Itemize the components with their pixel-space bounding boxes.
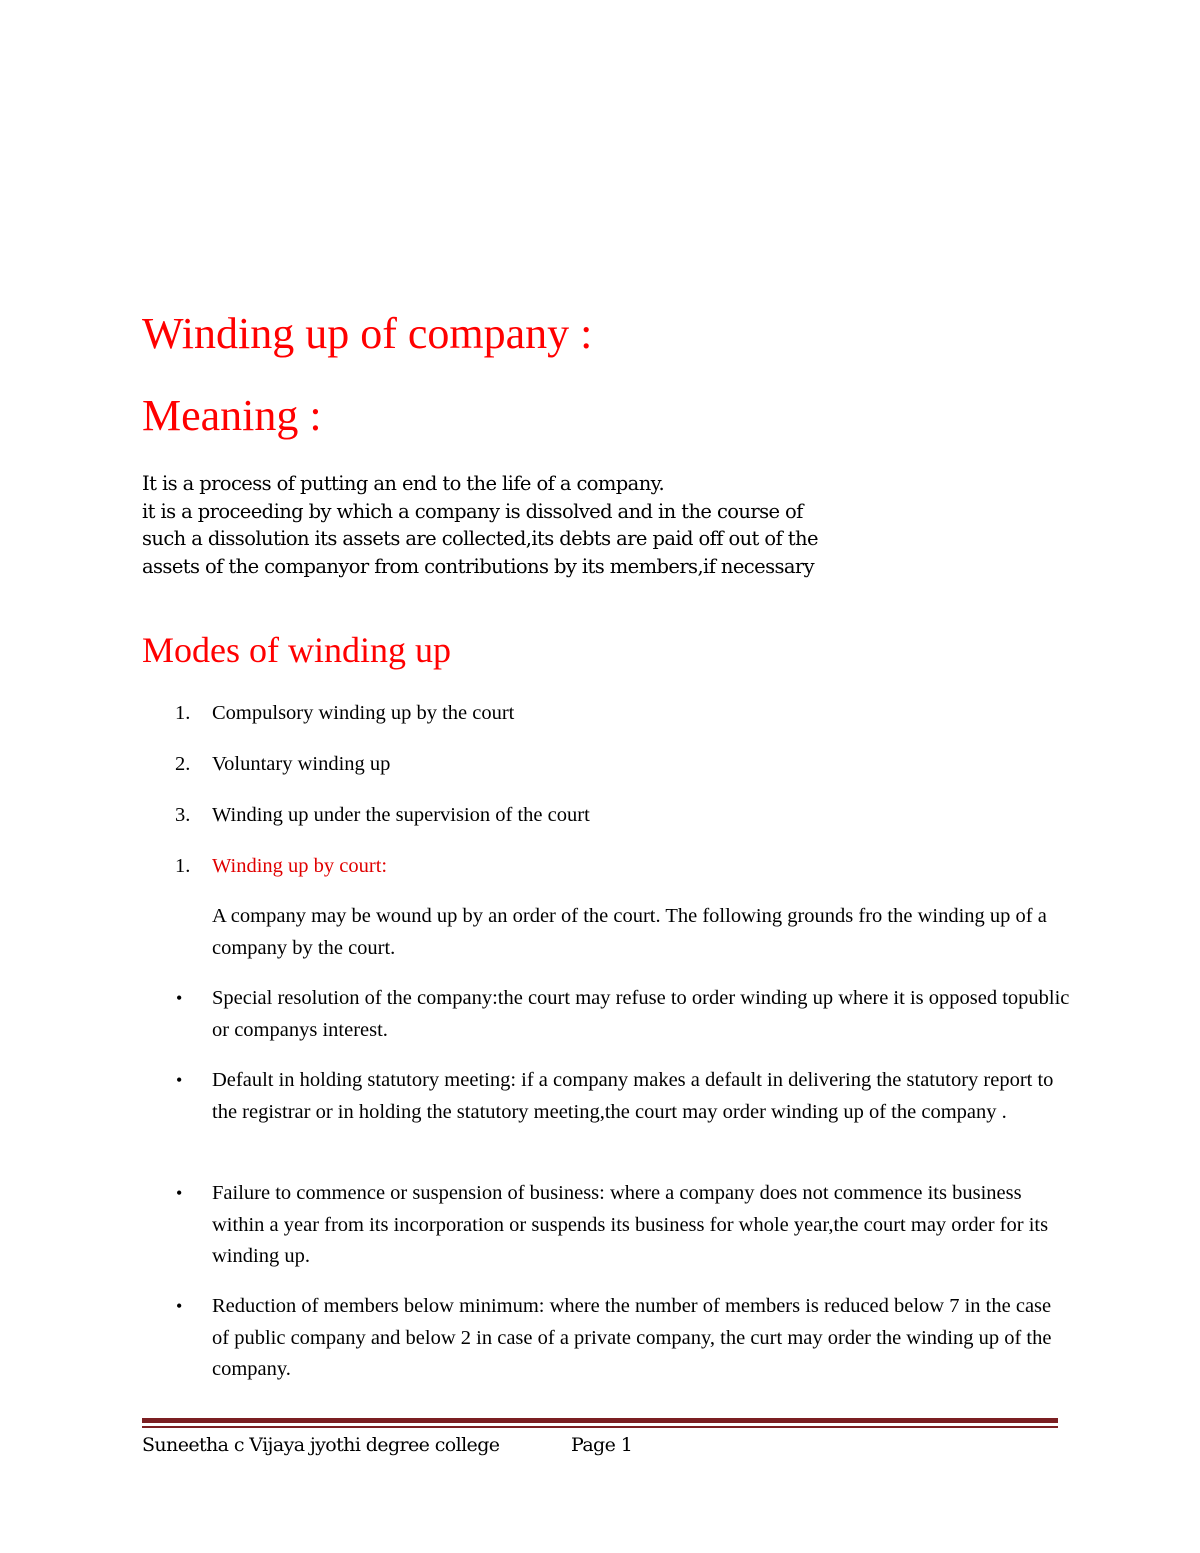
ground-item <box>142 1178 1072 1273</box>
meaning-line: It is a process of putting an end to the life of a company. <box>142 472 665 495</box>
court-heading-text: Winding up by court: <box>212 855 388 877</box>
ground-item <box>142 1065 1072 1128</box>
meaning-line: it is a proceeding by which a company is dissolved and in the course of <box>142 499 803 523</box>
meaning-line: such a dissolution its assets are collected,its debts are paid off out of the <box>142 527 818 550</box>
ground-item <box>142 1291 1072 1386</box>
list-item <box>142 698 1072 730</box>
ground-text: Default in holding statutory meeting: if a company makes a default in delivering the statutory report to the registrar or in holding the statutory meeting,the court may order winding up of the company . <box>212 1069 1054 1123</box>
footer-rule <box>142 1418 1058 1423</box>
footer-rule-thin <box>142 1426 1058 1428</box>
modes-heading: Modes of winding up <box>142 630 451 670</box>
list-number: 1. <box>175 702 191 724</box>
bullet-icon: • <box>176 988 183 1008</box>
court-intro <box>142 901 1072 964</box>
list-item-text: Voluntary winding up <box>212 753 391 775</box>
list-item <box>142 749 1072 781</box>
bullet-icon: • <box>176 1070 183 1090</box>
list-item <box>142 800 1072 832</box>
list-item-text: Winding up under the supervision of the court <box>212 804 590 826</box>
list-number: 2. <box>175 753 191 775</box>
footer-page-number: Page 1 <box>571 1434 633 1456</box>
document-title: Winding up of company : <box>142 309 593 358</box>
meaning-heading: Meaning : <box>142 391 322 440</box>
court-intro-text: A company may be wound up by an order of the court. The following grounds fro the winding up of a company by the court. <box>212 905 1047 959</box>
court-section-heading <box>142 851 1072 883</box>
bullet-icon: • <box>176 1296 183 1316</box>
ground-item <box>142 983 1072 1046</box>
meaning-paragraph <box>142 470 862 580</box>
meaning-line: assets of the companyor from contributions by its members,if necessary <box>142 554 815 578</box>
list-number: 3. <box>175 804 191 826</box>
footer-author: Suneetha c Vijaya jyothi degree college <box>142 1434 500 1456</box>
list-number: 1. <box>175 855 191 877</box>
list-item-text: Compulsory winding up by the court <box>212 702 515 724</box>
bullet-icon: • <box>176 1183 183 1203</box>
ground-text: Special resolution of the company:the court may refuse to order winding up where it is opposed topublic or companys interest. <box>212 987 1070 1041</box>
ground-text: Reduction of members below minimum: where the number of members is reduced below 7 in the case of public company and below 2 in case of a private company, the curt may order the winding up of the company. <box>212 1295 1052 1380</box>
ground-text: Failure to commence or suspension of business: where a company does not commence its business within a year from its incorporation or suspends its business for whole year,the court may order for its winding up. <box>212 1182 1049 1267</box>
